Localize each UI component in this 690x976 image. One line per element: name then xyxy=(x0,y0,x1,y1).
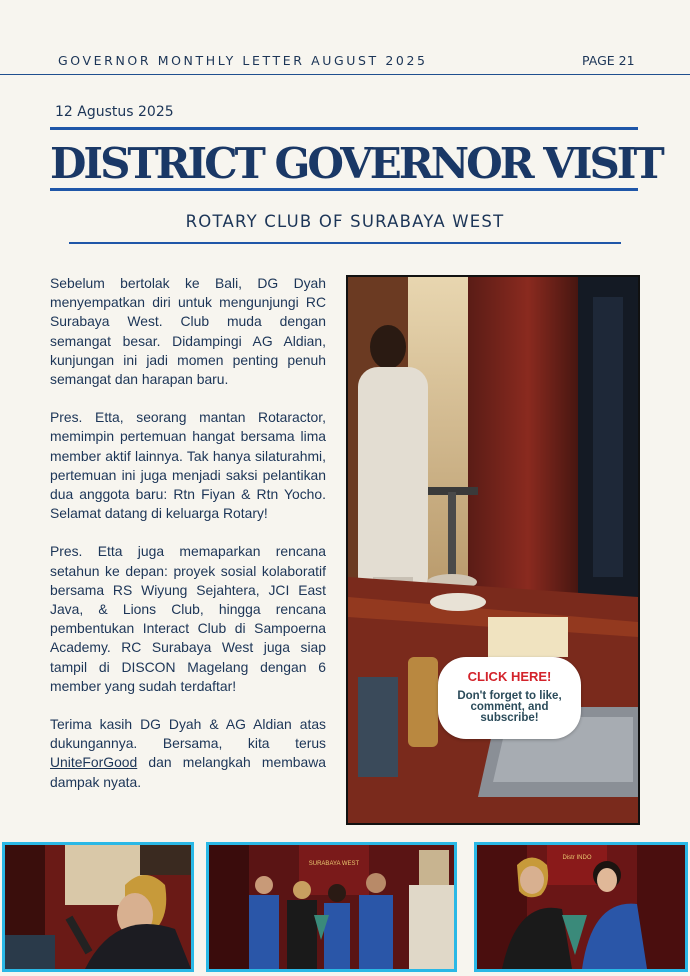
paragraph-2: Pres. Etta, seorang mantan Rotaractor, memimpin pertemuan hangat bersama lima member aktif lainnya. Tak hanya silaturahmi, pertemuan ini juga menjadi saksi pelantikan dua anggota baru: Rtn Fiyan & Rtn Yocho. Selamat datang di keluarga Rotary! xyxy=(50,409,326,522)
closing-text-end: dan melangkah membawa dampak nyata. xyxy=(50,754,326,790)
subscribe-callout[interactable] xyxy=(438,657,581,739)
speaker-photo-image xyxy=(5,845,191,969)
group-photo-image xyxy=(209,845,454,969)
paragraph-1: Sebelum bertolak ke Bali, DG Dyah menyempatkan diri untuk mengunjungi RC Surabaya West. Club muda dengan semangat besar. Didampingi AG Aldian, kunjungan ini jadi momen penting penuh semangat dan harapan baru. xyxy=(50,275,326,388)
subscribe-reminder: Don't forget to like, comment, and subscribe! xyxy=(457,690,562,724)
title-rule-bottom xyxy=(50,188,638,191)
article-body xyxy=(50,274,326,811)
meeting-photo-image xyxy=(348,277,638,823)
title-rule-top xyxy=(50,127,638,130)
photo-speaker xyxy=(2,842,194,972)
article-title: DISTRICT GOVERNOR VISIT xyxy=(50,139,662,188)
main-photo xyxy=(346,275,640,825)
article-date: 12 Agustus 2025 xyxy=(55,104,174,120)
subtitle-rule xyxy=(69,242,621,244)
photo-group xyxy=(206,842,457,972)
click-here-label[interactable]: CLICK HERE! xyxy=(467,669,552,684)
article-subtitle: ROTARY CLUB OF SURABAYA WEST xyxy=(185,212,505,231)
banner-exchange-photo-image xyxy=(477,845,685,969)
paragraph-3: Pres. Etta juga memaparkan rencana setahun ke depan: proyek sosial kolaboratif bersama RS Wiyung Sejahtera, JCI East Java, & Lions Club, hingga rencana pembentukan Interact Club di Sampoerna Academy. RC Surabaya West juga siap tampil di DISCON Magelang dengan 6 member yang sudah terdaftar! xyxy=(50,543,326,694)
closing-text-start: Terima kasih DG Dyah & AG Aldian atas dukungannya. Bersama, kita terus xyxy=(50,716,326,752)
paragraph-closing xyxy=(50,715,326,792)
photo-banner-exchange xyxy=(474,842,688,972)
publication-title: GOVERNOR MONTHLY LETTER AUGUST 2025 xyxy=(58,53,428,68)
banner-text-1: SURABAYA WEST xyxy=(308,861,360,867)
page-number: PAGE 21 xyxy=(582,53,635,68)
uniteforgood-link[interactable]: UniteForGood xyxy=(50,754,138,771)
banner-text-2: Distr INDO xyxy=(562,855,592,861)
